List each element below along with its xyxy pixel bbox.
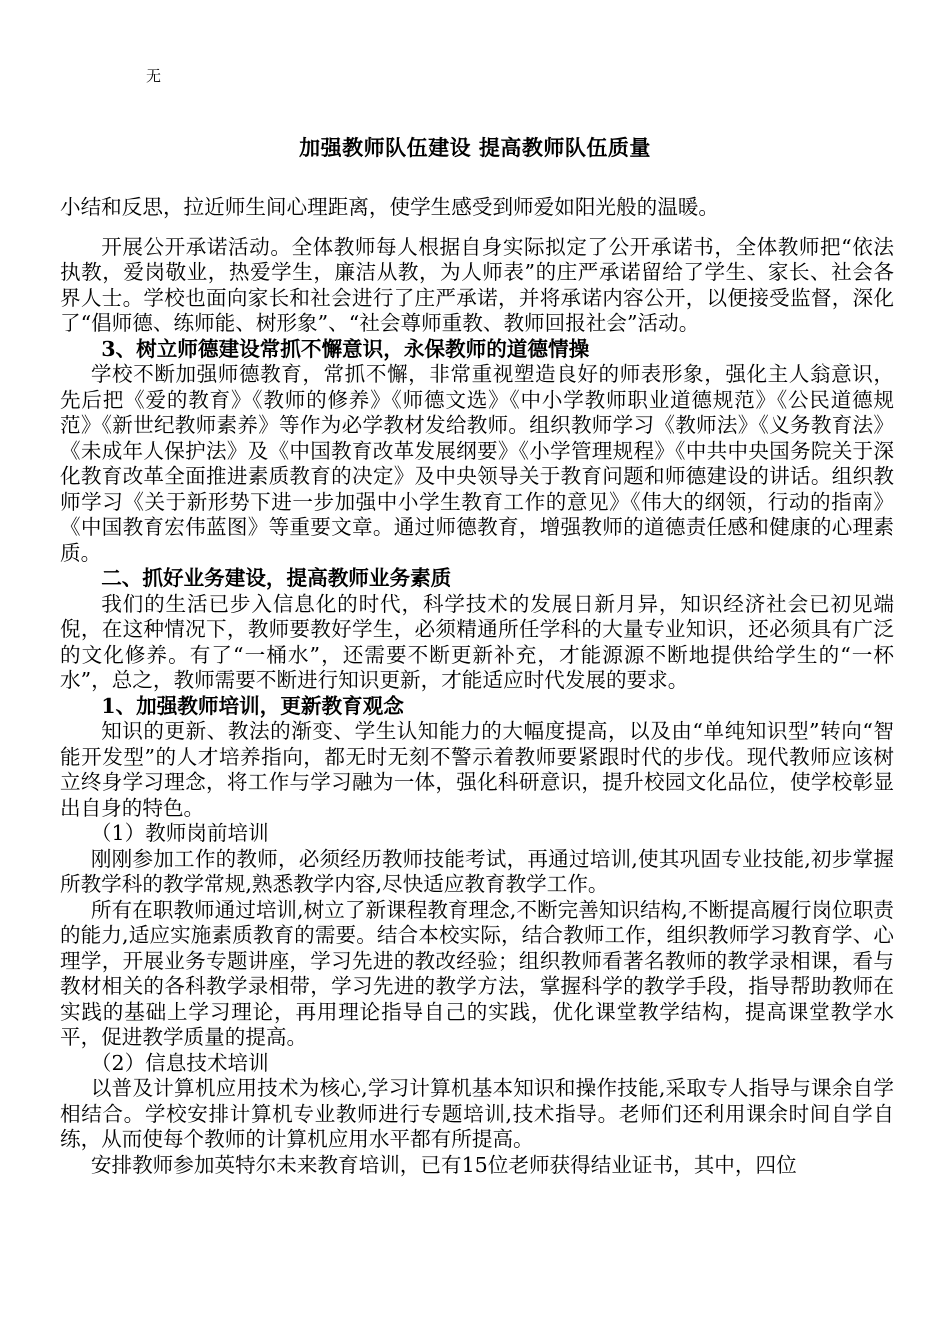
section-heading-1-training: 1、加强教师培训，更新教育观念 [101,693,404,718]
paragraph-intel-training: 安排教师参加英特尔未来教育培训，已有15位老师获得结业证书，其中，四位 [90,1152,797,1177]
section-heading-3: 3、树立师德建设常抓不懈意识，永保教师的道德情操 [101,336,590,361]
document-body [60,195,894,1178]
subheading-pre-job-training: （1）教师岗前培训 [90,821,269,845]
paragraph-ethics-education: 学校不断加强师德教育，常抓不懈，非常重视塑造良好的师表形象，强化主人翁意识，先后把《爱的教育》《教师的修养》《师德文选》《中小学教师职业道德规范》《公民道德规范》《新世纪教师素养》等作为必学教材发给教师。组织教师学习《教师法》《义务教育法》《未成年人保护法》及《中国教育改革发展纲要》《小学管理规程》《中共中央国务院关于深化教育改革全面推进素质教育的决定》及中央领导关于教育问题和师德建设的讲话。组织教师学习《关于新形势下进一步加强中小学生教育工作的意见》《伟大的纲领，行动的指南》《中国教育宏伟蓝图》等重要文章。通过师德教育，增强教师的道德责任感和健康的心理素质。 [60,362,894,565]
header-mark: 无 [146,67,162,85]
paragraph-knowledge-update: 知识的更新、教法的渐变、学生认知能力的大幅度提高，以及由“单纯知识型”转向“智能开发型”的人才培养指向，都无时无刻不警示着教师要紧跟时代的步伐。现代教师应该树立终身学习理念，将工作与学习融为一体，强化科研意识，提升校园文化品位，使学校彰显出自身的特色。 [60,719,894,820]
paragraph-information-age: 我们的生活已步入信息化的时代，科学技术的发展日新月异，知识经济社会已初见端倪，在这种情况下，教师要教好学生，必须精通所任学科的大量专业知识，还必须具有广泛的文化修养。有了“一桶水”，还需要不断更新补充，才能源源不断地提供给学生的“一杯水”，总之，教师需要不断进行知识更新，才能适应时代发展的要求。 [60,591,894,692]
paragraph-public-commitment: 开展公开承诺活动。全体教师每人根据自身实际拟定了公开承诺书，全体教师把“依法执教，爱岗敬业，热爱学生，廉洁从教，为人师表”的庄严承诺留给了学生、家长、社会各界人士。学校也面向家长和社会进行了庄严承诺，并将承诺内容公开，以便接受监督，深化了“倡师德、练师能、树形象”、“社会尊师重教、教师回报社会”活动。 [60,234,894,335]
paragraph-in-service-teachers: 所有在职教师通过培训,树立了新课程教育理念,不断完善知识结构,不断提高履行岗位职责的能力,适应实施素质教育的需要。结合本校实际，结合教师工作，组织教师学习教育学、心理学，开展业务专题讲座，学习先进的教改经验；组织教师看著名教师的教学录相课，看与教材相关的各科教学录相带，学习先进的教学方法，掌握科学的教学手段，指导帮助教师在实践的基础上学习理论，再用理论指导自己的实践，优化课堂教学结构，提高课堂教学水平，促进教学质量的提高。 [60,897,894,1049]
paragraph-new-teachers: 刚刚参加工作的教师，必须经历教师技能考试，再通过培训,使其巩固专业技能,初步掌握所教学科的教学常规,熟悉教学内容,尽快适应教育教学工作。 [60,846,894,896]
paragraph-continuation: 小结和反思，拉近师生间心理距离，使学生感受到师爱如阳光般的温暖。 [60,195,719,219]
subheading-it-training: （2）信息技术培训 [90,1050,269,1075]
document-title: 加强教师队伍建设 提高教师队伍质量 [299,135,651,160]
section-heading-2: 二、抓好业务建设，提高教师业务素质 [101,566,452,590]
paragraph-computer-skills: 以普及计算机应用技术为核心,学习计算机基本知识和操作技能,采取专人指导与课余自学相结合。学校安排计算机专业教师进行专题培训,技术指导。老师们还利用课余时间自学自练，从而使每个教师的计算机应用水平都有所提高。 [60,1076,894,1151]
